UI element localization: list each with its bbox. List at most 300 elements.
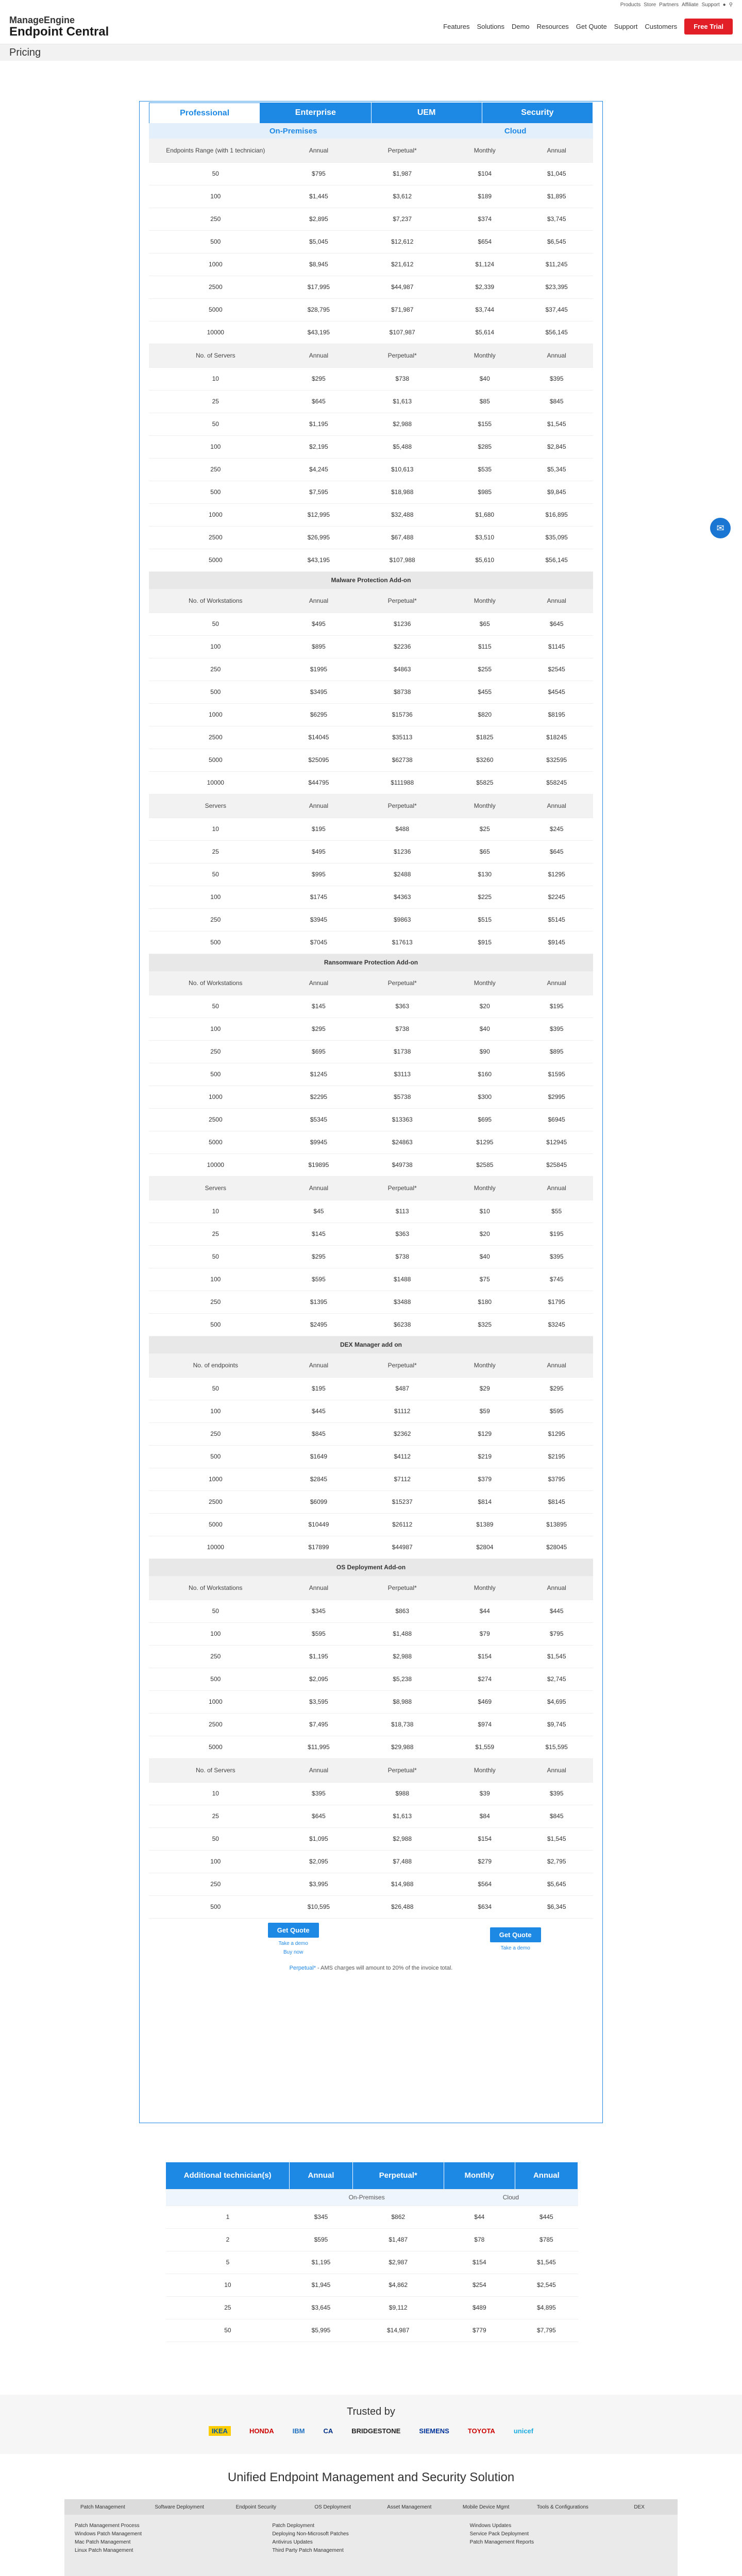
chat-icon[interactable]: ✉	[710, 518, 731, 538]
col-annual: Annual	[520, 794, 593, 818]
price-cell: $795	[520, 1622, 593, 1645]
range-cell: 100	[149, 1622, 282, 1645]
price-row	[149, 526, 593, 549]
nav-support[interactable]: Support	[614, 23, 638, 30]
price-cell: $3260	[449, 749, 520, 771]
price-cell: $67,488	[355, 526, 449, 549]
take-demo-link[interactable]: Take a demo	[278, 1941, 308, 1946]
price-cell: $4,895	[515, 2296, 578, 2319]
price-cell: $645	[520, 613, 593, 635]
range-cell: 250	[149, 908, 282, 931]
price-cell: $7,795	[515, 2319, 578, 2342]
uem-tab[interactable]: Endpoint Security	[235, 2504, 277, 2510]
price-cell: $5,488	[355, 435, 449, 458]
column-header-row	[149, 139, 593, 162]
tab-enterprise[interactable]: Enterprise	[260, 103, 371, 123]
column-header-row	[149, 589, 593, 613]
price-cell: $17,995	[282, 276, 356, 298]
range-cell: 50	[149, 1377, 282, 1400]
price-cell: $14,988	[355, 1873, 449, 1895]
price-row	[149, 613, 593, 635]
price-cell: $4,695	[520, 1690, 593, 1713]
price-cell: $20	[449, 1223, 520, 1245]
price-cell: $43,195	[282, 321, 356, 344]
cloud-label: Cloud	[444, 2189, 578, 2206]
price-cell: $75	[449, 1268, 520, 1291]
range-cell: 1000	[149, 1690, 282, 1713]
price-cell: $8145	[520, 1490, 593, 1513]
price-cell: $395	[520, 1245, 593, 1268]
range-cell: 250	[149, 458, 282, 481]
price-cell: $3,744	[449, 298, 520, 321]
price-cell: $3245	[520, 1313, 593, 1336]
uem-link[interactable]: Patch Deployment	[272, 2523, 315, 2529]
range-header: No. of Servers	[149, 344, 282, 367]
price-cell: $1,545	[520, 413, 593, 435]
range-cell: 250	[149, 1291, 282, 1313]
range-header: No. of endpoints	[149, 1353, 282, 1377]
range-cell: 100	[149, 1018, 282, 1040]
price-cell: $779	[444, 2319, 515, 2342]
search-icon[interactable]: ⚲	[729, 2, 733, 8]
price-cell: $1389	[449, 1513, 520, 1536]
get-quote-button[interactable]: Get Quote	[268, 1923, 319, 1938]
price-cell: $4,862	[352, 2274, 444, 2296]
price-cell: $79	[449, 1622, 520, 1645]
price-cell: $9,112	[352, 2296, 444, 2319]
price-cell: $274	[449, 1668, 520, 1690]
price-row	[149, 1291, 593, 1313]
price-cell: $988	[355, 1782, 449, 1805]
uem-tab[interactable]: Mobile Device Mgmt	[462, 2504, 510, 2510]
price-cell: $2,988	[355, 1645, 449, 1668]
deployment-subheader	[149, 123, 593, 139]
price-cell: $43,195	[282, 549, 356, 571]
price-cell: $55	[520, 1200, 593, 1223]
range-cell: 5000	[149, 1131, 282, 1154]
nav-solutions[interactable]: Solutions	[477, 23, 504, 30]
topbar-link[interactable]: Affiliate	[681, 2, 699, 8]
price-cell: $1595	[520, 1063, 593, 1086]
price-cell: $9863	[355, 908, 449, 931]
price-cell: $595	[290, 2228, 352, 2251]
price-cell: $845	[520, 1805, 593, 1827]
trusted-by-section	[0, 2395, 742, 2454]
price-cell: $2804	[449, 1536, 520, 1558]
price-row	[149, 863, 593, 886]
price-cell: $71,987	[355, 298, 449, 321]
range-cell: 100	[149, 1400, 282, 1422]
price-cell: $25845	[520, 1154, 593, 1176]
range-cell: 2500	[149, 1108, 282, 1131]
uem-link[interactable]: Mac Patch Management	[75, 2539, 131, 2545]
price-cell: $1395	[282, 1291, 356, 1313]
uem-link[interactable]: Third Party Patch Management	[272, 2548, 344, 2553]
price-cell: $2495	[282, 1313, 356, 1336]
price-row	[149, 276, 593, 298]
price-cell: $113	[355, 1200, 449, 1223]
table-row	[166, 2228, 578, 2251]
price-cell: $18,738	[355, 1713, 449, 1736]
price-cell: $17613	[355, 931, 449, 954]
price-cell: $2,339	[449, 276, 520, 298]
customer-logos	[0, 2426, 742, 2436]
uem-links	[64, 2515, 678, 2562]
price-cell: $154	[444, 2251, 515, 2274]
price-cell: $25095	[282, 749, 356, 771]
col-monthly: Monthly	[449, 344, 520, 367]
price-cell: $189	[449, 185, 520, 208]
price-cell: $39	[449, 1782, 520, 1805]
price-cell: $445	[520, 1600, 593, 1622]
range-header: No. of Workstations	[149, 971, 282, 995]
uem-title: Unified Endpoint Management and Security Solution	[227, 2470, 515, 2484]
price-cell: $1488	[355, 1268, 449, 1291]
range-cell: 1000	[149, 1086, 282, 1108]
free-trial-button[interactable]: Free Trial	[684, 19, 733, 35]
price-row	[149, 1422, 593, 1445]
price-cell: $634	[449, 1895, 520, 1918]
col-perpetual: Perpetual*	[355, 1758, 449, 1782]
price-cell: $12,995	[282, 503, 356, 526]
take-demo-link[interactable]: Take a demo	[500, 1945, 530, 1951]
brand-logo[interactable]	[9, 15, 109, 38]
range-cell: 100	[149, 185, 282, 208]
topbar-link[interactable]: Store	[644, 2, 656, 8]
price-cell: $1795	[520, 1291, 593, 1313]
price-cell: $1295	[520, 1422, 593, 1445]
price-row	[149, 413, 593, 435]
nav-features[interactable]: Features	[443, 23, 470, 30]
range-cell: 100	[149, 886, 282, 908]
nav-get-quote[interactable]: Get Quote	[576, 23, 607, 30]
tech-count-cell: 10	[166, 2274, 290, 2296]
range-cell: 100	[149, 635, 282, 658]
section-header-row	[149, 954, 593, 971]
range-cell: 25	[149, 840, 282, 863]
price-cell: $295	[520, 1377, 593, 1400]
price-cell: $1295	[449, 1131, 520, 1154]
nav-resources[interactable]: Resources	[536, 23, 569, 30]
uem-tab[interactable]: DEX	[634, 2504, 645, 2510]
price-cell: $1,545	[515, 2251, 578, 2274]
nav-customers[interactable]: Customers	[645, 23, 678, 30]
pricing-table	[149, 139, 593, 1919]
price-cell: $745	[520, 1268, 593, 1291]
price-cell: $11,245	[520, 253, 593, 276]
price-cell: $295	[282, 1245, 356, 1268]
price-cell: $895	[282, 635, 356, 658]
price-cell: $4,245	[282, 458, 356, 481]
price-cell: $9145	[520, 931, 593, 954]
price-cell: $5,610	[449, 549, 520, 571]
price-cell: $595	[520, 1400, 593, 1422]
price-cell: $3795	[520, 1468, 593, 1490]
pricing-panel	[139, 101, 603, 2123]
price-cell: $5345	[282, 1108, 356, 1131]
price-cell: $1,445	[282, 185, 356, 208]
price-cell: $645	[282, 390, 356, 413]
col-perpetual: Perpetual*	[355, 794, 449, 818]
uem-tab[interactable]: Patch Management	[80, 2504, 125, 2510]
price-cell: $795	[282, 162, 356, 185]
uem-tab[interactable]: Asset Management	[387, 2504, 432, 2510]
price-row	[149, 1622, 593, 1645]
col-annual: Annual	[282, 1576, 356, 1600]
price-row	[149, 162, 593, 185]
col-annual: Annual	[282, 139, 356, 162]
price-cell: $6099	[282, 1490, 356, 1513]
uem-link[interactable]: Windows Updates	[469, 2523, 512, 2529]
onprem-quote	[149, 1919, 437, 1960]
section-title: Malware Protection Add-on	[149, 571, 593, 589]
trusted-title: Trusted by	[347, 2406, 395, 2417]
uem-link[interactable]: Patch Management Process	[75, 2523, 140, 2529]
topbar-link[interactable]: Support	[701, 2, 720, 8]
price-row	[149, 1827, 593, 1850]
price-cell: $1,945	[290, 2274, 352, 2296]
price-row	[149, 208, 593, 230]
price-cell: $395	[520, 1782, 593, 1805]
col-annual: Annual	[282, 971, 356, 995]
price-row	[149, 1600, 593, 1622]
range-cell: 500	[149, 681, 282, 703]
topbar-link[interactable]: Products	[620, 2, 641, 8]
price-cell: $5145	[520, 908, 593, 931]
col-annual: Annual	[520, 971, 593, 995]
col-perpetual: Perpetual*	[355, 1353, 449, 1377]
tab-professional[interactable]: Professional	[149, 103, 260, 123]
uem-tab[interactable]: Tools & Configurations	[536, 2504, 588, 2510]
price-cell: $3,645	[290, 2296, 352, 2319]
price-cell: $107,987	[355, 321, 449, 344]
price-cell: $23,395	[520, 276, 593, 298]
col-annual: Annual	[520, 1576, 593, 1600]
col-annual: Annual	[282, 344, 356, 367]
price-row	[149, 1400, 593, 1422]
price-cell: $2545	[520, 658, 593, 681]
range-cell: 250	[149, 208, 282, 230]
price-cell: $35113	[355, 726, 449, 749]
price-row	[149, 549, 593, 571]
range-header: Servers	[149, 794, 282, 818]
cloud-label: Cloud	[504, 126, 527, 135]
col-annual: Annual	[282, 1758, 356, 1782]
price-cell: $19895	[282, 1154, 356, 1176]
get-quote-button[interactable]: Get Quote	[490, 1927, 541, 1942]
price-cell: $915	[449, 931, 520, 954]
price-cell: $1,559	[449, 1736, 520, 1758]
price-cell: $255	[449, 658, 520, 681]
price-cell: $40	[449, 1018, 520, 1040]
price-cell: $985	[449, 481, 520, 503]
uem-tab[interactable]: Software Deployment	[155, 2504, 204, 2510]
price-cell: $49738	[355, 1154, 449, 1176]
price-cell: $90	[449, 1040, 520, 1063]
range-cell: 10	[149, 818, 282, 840]
column-header-row	[149, 1176, 593, 1200]
price-cell: $645	[520, 840, 593, 863]
uem-link[interactable]: Deploying Non-Microsoft Patches	[272, 2531, 349, 2537]
range-cell: 1000	[149, 703, 282, 726]
uem-link[interactable]: Service Pack Deployment	[469, 2531, 529, 2537]
price-cell: $345	[290, 2206, 352, 2228]
price-row	[149, 1668, 593, 1690]
price-cell: $974	[449, 1713, 520, 1736]
price-cell: $195	[520, 995, 593, 1018]
col-monthly: Monthly	[449, 1353, 520, 1377]
price-cell: $2236	[355, 635, 449, 658]
range-cell: 25	[149, 1805, 282, 1827]
price-cell: $44	[444, 2206, 515, 2228]
price-cell: $155	[449, 413, 520, 435]
col-monthly: Monthly	[449, 139, 520, 162]
range-cell: 5000	[149, 1513, 282, 1536]
range-cell: 500	[149, 1895, 282, 1918]
price-cell: $6945	[520, 1108, 593, 1131]
price-cell: $154	[449, 1827, 520, 1850]
price-cell: $1,195	[290, 2251, 352, 2274]
on-premises-label: On-Premises	[290, 2189, 444, 2206]
buy-now-link[interactable]: Buy now	[283, 1950, 303, 1955]
col-perpetual: Perpetual*	[355, 589, 449, 613]
price-cell: $2195	[520, 1445, 593, 1468]
range-cell: 10	[149, 1200, 282, 1223]
price-cell: $1,613	[355, 1805, 449, 1827]
col-annual: Annual	[520, 344, 593, 367]
column-header-row	[149, 794, 593, 818]
price-row	[149, 1445, 593, 1468]
column-header-row	[149, 1758, 593, 1782]
price-cell: $1,987	[355, 162, 449, 185]
price-cell: $295	[282, 1018, 356, 1040]
price-cell: $1,488	[355, 1622, 449, 1645]
price-cell: $14045	[282, 726, 356, 749]
price-row	[149, 1108, 593, 1131]
price-cell: $145	[282, 1223, 356, 1245]
range-cell: 2500	[149, 1490, 282, 1513]
price-cell: $10449	[282, 1513, 356, 1536]
main-nav	[443, 19, 733, 35]
price-cell: $56,145	[520, 549, 593, 571]
price-row	[149, 1131, 593, 1154]
price-row	[149, 1313, 593, 1336]
price-cell: $863	[355, 1600, 449, 1622]
range-cell: 50	[149, 162, 282, 185]
price-cell: $145	[282, 995, 356, 1018]
price-cell: $195	[520, 1223, 593, 1245]
price-row	[149, 1805, 593, 1827]
user-icon[interactable]: ●	[722, 2, 726, 8]
price-cell: $814	[449, 1490, 520, 1513]
price-cell: $2845	[282, 1468, 356, 1490]
range-cell: 500	[149, 230, 282, 253]
price-cell: $495	[282, 613, 356, 635]
range-cell: 250	[149, 1422, 282, 1445]
price-cell: $495	[282, 840, 356, 863]
tab-security[interactable]: Security	[482, 103, 593, 123]
price-cell: $9,845	[520, 481, 593, 503]
page-title-bar	[0, 44, 742, 61]
range-cell: 500	[149, 1445, 282, 1468]
uem-tab[interactable]: OS Deployment	[314, 2504, 351, 2510]
price-row	[149, 1690, 593, 1713]
price-cell: $2,845	[520, 435, 593, 458]
price-cell: $1295	[520, 863, 593, 886]
range-cell: 5000	[149, 749, 282, 771]
price-cell: $1236	[355, 613, 449, 635]
price-cell: $1,045	[520, 162, 593, 185]
price-cell: $3,595	[282, 1690, 356, 1713]
price-cell: $16,895	[520, 503, 593, 526]
range-cell: 100	[149, 1850, 282, 1873]
price-cell: $24863	[355, 1131, 449, 1154]
price-cell: $695	[282, 1040, 356, 1063]
uem-link[interactable]: Linux Patch Management	[75, 2548, 133, 2553]
price-cell: $564	[449, 1873, 520, 1895]
range-cell: 250	[149, 658, 282, 681]
nav-demo[interactable]: Demo	[511, 23, 530, 30]
range-cell: 5000	[149, 1736, 282, 1758]
uem-link[interactable]: Antivirus Updates	[272, 2539, 313, 2545]
price-cell: $1,095	[282, 1827, 356, 1850]
price-cell: $654	[449, 230, 520, 253]
siemens-logo: SIEMENS	[419, 2427, 449, 2435]
price-row	[149, 1782, 593, 1805]
col-annual: Annual	[282, 794, 356, 818]
price-cell: $2,545	[515, 2274, 578, 2296]
price-cell: $5,238	[355, 1668, 449, 1690]
price-row	[149, 1086, 593, 1108]
price-cell: $10,613	[355, 458, 449, 481]
price-cell: $8,945	[282, 253, 356, 276]
price-cell: $26,995	[282, 526, 356, 549]
price-cell: $379	[449, 1468, 520, 1490]
price-cell: $595	[282, 1622, 356, 1645]
brand-name: ManageEngine	[9, 14, 75, 25]
price-cell: $395	[520, 367, 593, 390]
range-cell: 2500	[149, 526, 282, 549]
price-row	[149, 703, 593, 726]
price-cell: $1145	[520, 635, 593, 658]
price-cell: $3488	[355, 1291, 449, 1313]
tech-count-cell: 2	[166, 2228, 290, 2251]
price-cell: $18,988	[355, 481, 449, 503]
tab-uem[interactable]: UEM	[372, 103, 482, 123]
price-cell: $44987	[355, 1536, 449, 1558]
on-premises-label: On-Premises	[269, 126, 317, 135]
uem-link[interactable]: Patch Management Reports	[469, 2539, 534, 2545]
price-cell: $13895	[520, 1513, 593, 1536]
price-cell: $8195	[520, 703, 593, 726]
price-row	[149, 185, 593, 208]
price-cell: $489	[444, 2296, 515, 2319]
topbar-link[interactable]: Partners	[659, 2, 679, 8]
price-cell: $29,988	[355, 1736, 449, 1758]
range-cell: 25	[149, 390, 282, 413]
price-cell: $160	[449, 1063, 520, 1086]
col-monthly: Monthly	[449, 589, 520, 613]
price-cell: $1745	[282, 886, 356, 908]
price-cell: $845	[520, 390, 593, 413]
price-cell: $2245	[520, 886, 593, 908]
price-cell: $7112	[355, 1468, 449, 1490]
range-cell: 500	[149, 1668, 282, 1690]
price-cell: $129	[449, 1422, 520, 1445]
price-row	[149, 1377, 593, 1400]
price-cell: $3,745	[520, 208, 593, 230]
uem-link[interactable]: Windows Patch Management	[75, 2531, 142, 2537]
